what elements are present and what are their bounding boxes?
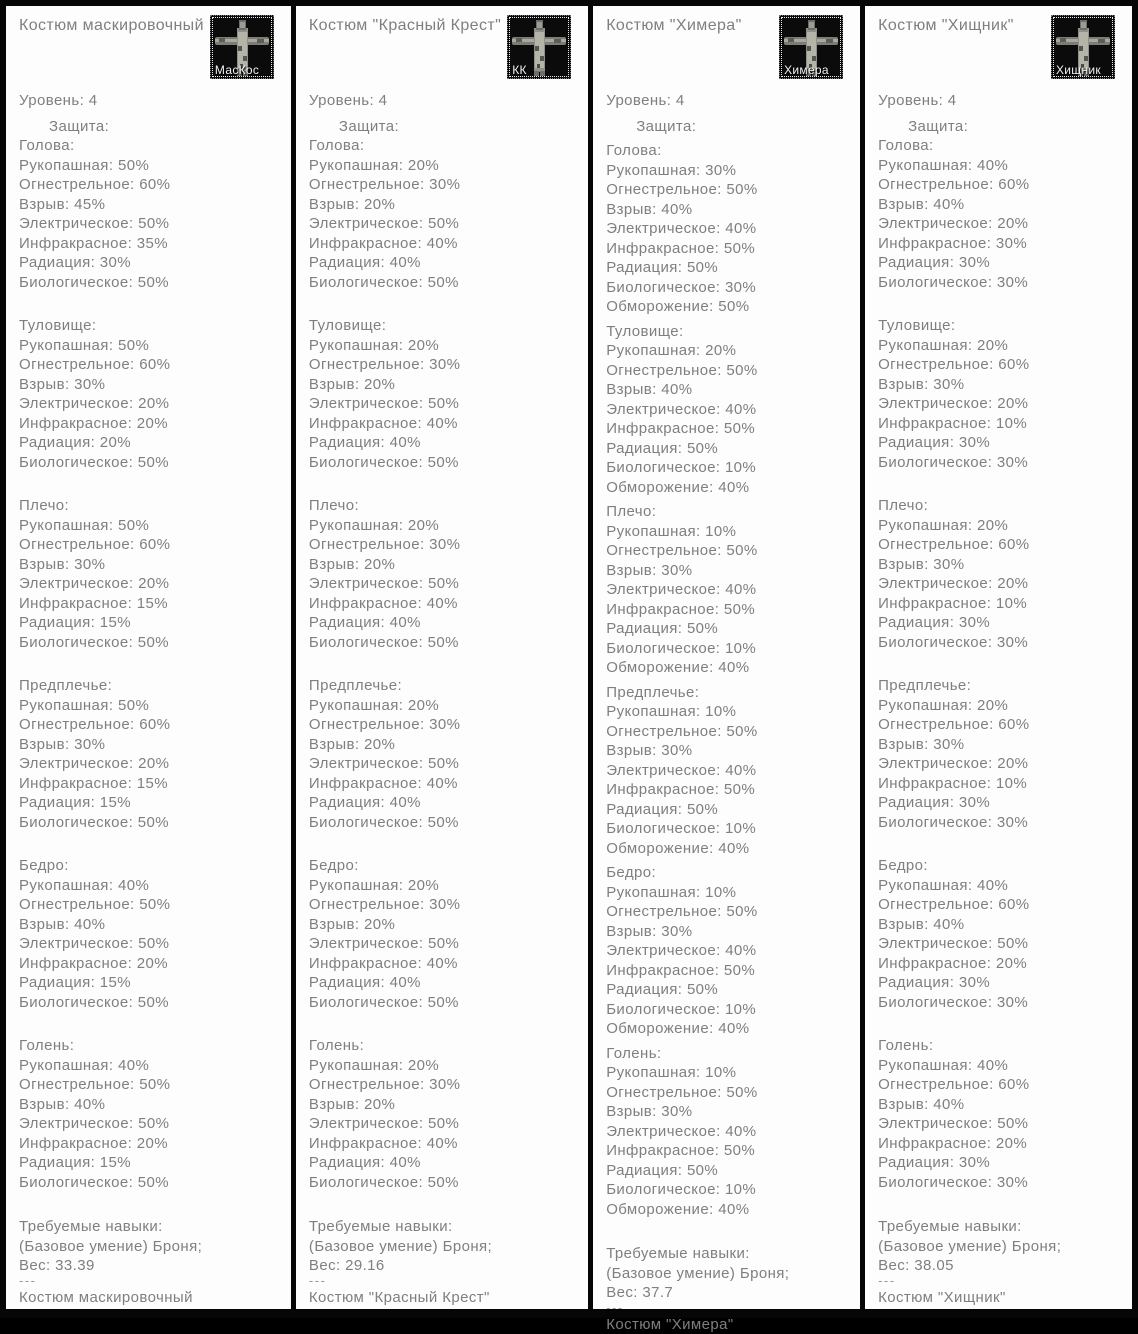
stat-line: Огнестрельное: 30% — [309, 355, 584, 375]
stat-line: Электрическое: 40% — [606, 761, 856, 781]
stat-line: Радиация: 15% — [19, 973, 287, 993]
body-part-section — [878, 496, 1128, 652]
section-title: Туловище: — [309, 316, 584, 336]
section-title: Туловище: — [606, 322, 856, 342]
section-title: Плечо: — [19, 496, 287, 516]
stat-line: Инфракрасное: 15% — [19, 774, 287, 794]
section-title: Плечо: — [606, 502, 856, 522]
item-icon-label: МасКос — [215, 63, 259, 77]
protection-sections — [606, 141, 856, 1219]
body-part-section — [309, 676, 584, 832]
stat-line: Электрическое: 50% — [878, 1114, 1128, 1134]
red-cross-suit-icon[interactable] — [507, 15, 571, 79]
level-text: Уровень: 4 — [878, 91, 1128, 111]
stat-line: Электрическое: 20% — [878, 574, 1128, 594]
stat-line: Электрическое: 50% — [309, 754, 584, 774]
stat-line: Биологическое: 10% — [606, 1180, 856, 1200]
stat-line: Электрическое: 50% — [309, 934, 584, 954]
suit-panel-header — [309, 12, 584, 79]
stat-line: Взрыв: 20% — [309, 375, 584, 395]
stat-line: Взрыв: 40% — [606, 380, 856, 400]
required-skills-label: Требуемые навыки: — [878, 1217, 1128, 1237]
stat-line: Рукопашная: 20% — [309, 336, 584, 356]
stat-line: Биологическое: 50% — [309, 993, 584, 1013]
protection-label: Защита: — [19, 117, 287, 137]
stat-line: Биологическое: 50% — [309, 813, 584, 833]
item-icon-label: Хищник — [1056, 63, 1101, 77]
stat-line: Радиация: 20% — [19, 433, 287, 453]
body-part-section — [19, 316, 287, 472]
body-part-section — [878, 136, 1128, 292]
stat-line: Радиация: 30% — [878, 973, 1128, 993]
stat-line: Рукопашная: 10% — [606, 702, 856, 722]
stat-line: Биологическое: 10% — [606, 1000, 856, 1020]
stat-line: Огнестрельное: 50% — [606, 902, 856, 922]
stat-line: Инфракрасное: 20% — [878, 1134, 1128, 1154]
stat-line: Электрическое: 20% — [878, 394, 1128, 414]
protection-sections — [309, 136, 584, 1192]
stat-line: Биологическое: 10% — [606, 639, 856, 659]
section-title: Туловище: — [878, 316, 1128, 336]
stat-line: Рукопашная: 10% — [606, 883, 856, 903]
footer-suit-name: Костюм маскировочный — [19, 1288, 287, 1308]
body-part-section — [309, 136, 584, 292]
suit-title: Костюм "Химера" — [606, 16, 741, 36]
stat-line: Инфракрасное: 10% — [878, 414, 1128, 434]
stat-line: Биологическое: 50% — [19, 633, 287, 653]
stat-line: Инфракрасное: 40% — [309, 954, 584, 974]
stat-line: Взрыв: 45% — [19, 195, 287, 215]
stat-line: Обморожение: 50% — [606, 297, 856, 317]
stat-line: Огнестрельное: 60% — [19, 355, 287, 375]
protection-sections — [878, 136, 1128, 1192]
required-skills-value: (Базовое умение) Броня; — [309, 1237, 584, 1257]
stat-line: Взрыв: 40% — [878, 915, 1128, 935]
stat-line: Радиация: 30% — [878, 433, 1128, 453]
separator-dashes: --- — [878, 1276, 1128, 1285]
stat-line: Инфракрасное: 20% — [19, 1134, 287, 1154]
suit-title: Костюм "Красный Крест" — [309, 16, 501, 36]
section-title: Голова: — [878, 136, 1128, 156]
stat-line: Радиация: 40% — [309, 613, 584, 633]
required-skills-label: Требуемые навыки: — [309, 1217, 584, 1237]
stat-line: Обморожение: 40% — [606, 658, 856, 678]
stat-line: Радиация: 40% — [309, 793, 584, 813]
required-skills-value: (Базовое умение) Броня; — [19, 1237, 287, 1257]
stat-line: Огнестрельное: 30% — [309, 715, 584, 735]
body-part-section — [19, 136, 287, 292]
stat-line: Электрическое: 20% — [19, 754, 287, 774]
footer-suit-name: Костюм "Химера" — [606, 1315, 856, 1334]
body-part-section — [19, 496, 287, 652]
stat-line: Биологическое: 10% — [606, 819, 856, 839]
stat-line: Радиация: 15% — [19, 613, 287, 633]
footer-block — [878, 1217, 1128, 1307]
stat-line: Взрыв: 40% — [606, 200, 856, 220]
stat-line: Взрыв: 30% — [606, 741, 856, 761]
stat-line: Рукопашная: 30% — [606, 161, 856, 181]
stat-line: Рукопашная: 40% — [19, 1056, 287, 1076]
body-part-section — [19, 676, 287, 832]
required-skills-value: (Базовое умение) Броня; — [878, 1237, 1128, 1257]
stat-line: Рукопашная: 20% — [309, 516, 584, 536]
stat-line: Инфракрасное: 50% — [606, 239, 856, 259]
body-part-section — [606, 141, 856, 317]
stat-line: Взрыв: 40% — [878, 195, 1128, 215]
section-title: Предплечье: — [606, 683, 856, 703]
protection-sections — [19, 136, 287, 1192]
stat-line: Рукопашная: 40% — [19, 876, 287, 896]
stat-line: Инфракрасное: 40% — [309, 1134, 584, 1154]
suit-panel — [296, 6, 593, 1309]
stat-line: Огнестрельное: 60% — [878, 355, 1128, 375]
stat-line: Огнестрельное: 50% — [606, 180, 856, 200]
stat-line: Биологическое: 50% — [309, 633, 584, 653]
stat-line: Огнестрельное: 60% — [878, 715, 1128, 735]
suit-title: Костюм маскировочный — [19, 16, 204, 36]
body-part-section — [606, 683, 856, 859]
stat-line: Инфракрасное: 40% — [309, 414, 584, 434]
body-part-section — [309, 496, 584, 652]
stat-line: Взрыв: 30% — [19, 735, 287, 755]
stat-line: Радиация: 40% — [309, 433, 584, 453]
stat-line: Радиация: 50% — [606, 619, 856, 639]
section-title: Бедро: — [606, 863, 856, 883]
stat-line: Биологическое: 50% — [309, 453, 584, 473]
stat-line: Инфракрасное: 40% — [309, 774, 584, 794]
body-part-section — [878, 856, 1128, 1012]
stat-line: Рукопашная: 20% — [309, 696, 584, 716]
level-text: Уровень: 4 — [309, 91, 584, 111]
section-title: Предплечье: — [19, 676, 287, 696]
stat-line: Инфракрасное: 50% — [606, 961, 856, 981]
suit-panel-header — [878, 12, 1128, 79]
stat-line: Инфракрасное: 50% — [606, 1141, 856, 1161]
section-title: Голень: — [19, 1036, 287, 1056]
level-text: Уровень: 4 — [19, 91, 287, 111]
level-text: Уровень: 4 — [606, 91, 856, 111]
stat-line: Взрыв: 20% — [309, 555, 584, 575]
suit-panel — [6, 6, 296, 1309]
stat-line: Огнестрельное: 30% — [309, 895, 584, 915]
weight-text: Вес: 29.16 — [309, 1256, 584, 1276]
stat-line: Радиация: 30% — [19, 253, 287, 273]
stat-line: Радиация: 50% — [606, 980, 856, 1000]
stat-line: Рукопашная: 20% — [878, 696, 1128, 716]
stat-line: Электрическое: 50% — [309, 574, 584, 594]
separator-dashes: --- — [19, 1276, 287, 1285]
stat-line: Электрическое: 50% — [878, 934, 1128, 954]
stat-line: Инфракрасное: 15% — [19, 594, 287, 614]
section-title: Голень: — [309, 1036, 584, 1056]
body-part-section — [309, 316, 584, 472]
body-part-section — [19, 1036, 287, 1192]
stat-line: Взрыв: 30% — [19, 555, 287, 575]
section-title: Предплечье: — [309, 676, 584, 696]
body-part-section — [309, 856, 584, 1012]
stat-line: Обморожение: 40% — [606, 839, 856, 859]
stat-line: Биологическое: 10% — [606, 458, 856, 478]
stat-line: Огнестрельное: 50% — [606, 541, 856, 561]
body-part-section — [19, 856, 287, 1012]
stat-line: Электрическое: 50% — [19, 1114, 287, 1134]
stat-line: Рукопашная: 50% — [19, 336, 287, 356]
stat-line: Радиация: 15% — [19, 1153, 287, 1173]
stat-line: Электрическое: 50% — [309, 394, 584, 414]
stat-line: Огнестрельное: 60% — [878, 535, 1128, 555]
stat-line: Взрыв: 20% — [309, 915, 584, 935]
body-part-section — [878, 676, 1128, 832]
stat-line: Рукопашная: 40% — [878, 876, 1128, 896]
stat-line: Взрыв: 30% — [606, 922, 856, 942]
stat-line: Рукопашная: 20% — [606, 341, 856, 361]
stat-line: Взрыв: 30% — [878, 735, 1128, 755]
stat-line: Электрическое: 20% — [878, 754, 1128, 774]
stat-line: Радиация: 50% — [606, 439, 856, 459]
stat-line: Радиация: 15% — [19, 793, 287, 813]
stat-line: Биологическое: 30% — [878, 453, 1128, 473]
stat-line: Биологическое: 50% — [19, 273, 287, 293]
separator-dashes: --- — [309, 1276, 584, 1285]
footer-block — [19, 1217, 287, 1307]
section-title: Голень: — [606, 1044, 856, 1064]
section-title: Предплечье: — [878, 676, 1128, 696]
stat-line: Огнестрельное: 60% — [19, 175, 287, 195]
stat-line: Электрическое: 40% — [606, 580, 856, 600]
stat-line: Обморожение: 40% — [606, 1200, 856, 1220]
stat-line: Радиация: 30% — [878, 1153, 1128, 1173]
stat-line: Взрыв: 40% — [878, 1095, 1128, 1115]
predator-suit-icon[interactable] — [1051, 15, 1115, 79]
stat-line: Биологическое: 30% — [878, 633, 1128, 653]
suit-title: Костюм "Хищник" — [878, 16, 1014, 36]
stat-line: Биологическое: 50% — [309, 1173, 584, 1193]
stat-line: Электрическое: 40% — [606, 219, 856, 239]
stat-line: Рукопашная: 20% — [878, 336, 1128, 356]
body-part-section — [606, 863, 856, 1039]
stat-line: Инфракрасное: 40% — [309, 594, 584, 614]
stat-line: Инфракрасное: 30% — [878, 234, 1128, 254]
stat-line: Рукопашная: 10% — [606, 1063, 856, 1083]
stat-line: Взрыв: 30% — [878, 555, 1128, 575]
suit-panel-header — [606, 12, 856, 79]
stat-line: Электрическое: 40% — [606, 941, 856, 961]
stat-line: Рукопашная: 10% — [606, 522, 856, 542]
stat-line: Биологическое: 30% — [878, 993, 1128, 1013]
footer-suit-name: Костюм "Красный Крест" — [309, 1288, 584, 1308]
stat-line: Инфракрасное: 20% — [19, 414, 287, 434]
stat-line: Рукопашная: 40% — [878, 156, 1128, 176]
section-title: Голова: — [19, 136, 287, 156]
required-skills-label: Требуемые навыки: — [606, 1244, 856, 1264]
body-part-section — [606, 1044, 856, 1220]
stat-line: Инфракрасное: 50% — [606, 419, 856, 439]
stat-line: Взрыв: 40% — [19, 1095, 287, 1115]
stat-line: Взрыв: 30% — [19, 375, 287, 395]
stat-line: Биологическое: 50% — [19, 813, 287, 833]
stat-line: Радиация: 30% — [878, 613, 1128, 633]
stat-line: Огнестрельное: 50% — [606, 1083, 856, 1103]
stat-line: Рукопашная: 20% — [878, 516, 1128, 536]
stat-line: Инфракрасное: 35% — [19, 234, 287, 254]
protection-label: Защита: — [878, 117, 1128, 137]
stat-line: Биологическое: 50% — [19, 1173, 287, 1193]
stat-line: Радиация: 30% — [878, 253, 1128, 273]
stat-line: Биологическое: 50% — [19, 993, 287, 1013]
stat-line: Электрическое: 20% — [878, 214, 1128, 234]
stat-line: Обморожение: 40% — [606, 1019, 856, 1039]
stat-line: Биологическое: 30% — [878, 1173, 1128, 1193]
chimera-suit-icon[interactable] — [779, 15, 843, 79]
footer-block — [309, 1217, 584, 1307]
stat-line: Электрическое: 50% — [19, 214, 287, 234]
stat-line: Рукопашная: 20% — [309, 876, 584, 896]
protection-label: Защита: — [606, 117, 856, 137]
section-title: Туловище: — [19, 316, 287, 336]
body-part-section — [878, 316, 1128, 472]
stat-line: Инфракрасное: 20% — [19, 954, 287, 974]
weight-text: Вес: 38.05 — [878, 1256, 1128, 1276]
stat-line: Инфракрасное: 10% — [878, 594, 1128, 614]
stat-line: Биологическое: 30% — [878, 273, 1128, 293]
stat-line: Биологическое: 30% — [606, 278, 856, 298]
stat-line: Взрыв: 30% — [606, 561, 856, 581]
section-title: Голова: — [309, 136, 584, 156]
stat-line: Радиация: 30% — [878, 793, 1128, 813]
footer-block — [606, 1244, 856, 1334]
stat-line: Биологическое: 30% — [878, 813, 1128, 833]
separator-dashes: --- — [606, 1303, 856, 1312]
suit-panel-header — [19, 12, 287, 79]
suit-panel — [865, 6, 1132, 1309]
stat-line: Рукопашная: 40% — [878, 1056, 1128, 1076]
stat-line: Электрическое: 50% — [309, 214, 584, 234]
section-title: Плечо: — [878, 496, 1128, 516]
stat-line: Радиация: 40% — [309, 973, 584, 993]
required-skills-value: (Базовое умение) Броня; — [606, 1264, 856, 1284]
stat-line: Электрическое: 50% — [19, 934, 287, 954]
stat-line: Радиация: 40% — [309, 253, 584, 273]
stat-line: Радиация: 50% — [606, 258, 856, 278]
stat-line: Электрическое: 50% — [309, 1114, 584, 1134]
stat-line: Инфракрасное: 50% — [606, 780, 856, 800]
weight-text: Вес: 33.39 — [19, 1256, 287, 1276]
section-title: Голень: — [878, 1036, 1128, 1056]
item-icon-label: Химера — [784, 63, 829, 77]
stat-line: Взрыв: 30% — [878, 375, 1128, 395]
body-part-section — [606, 322, 856, 498]
stat-line: Рукопашная: 50% — [19, 696, 287, 716]
stat-line: Обморожение: 40% — [606, 478, 856, 498]
stat-line: Огнестрельное: 60% — [19, 535, 287, 555]
stat-line: Инфракрасное: 20% — [878, 954, 1128, 974]
stat-line: Огнестрельное: 60% — [19, 715, 287, 735]
stat-line: Огнестрельное: 30% — [309, 175, 584, 195]
item-icon-label: КК — [512, 63, 527, 77]
stat-line: Огнестрельное: 50% — [19, 895, 287, 915]
stat-line: Огнестрельное: 60% — [878, 895, 1128, 915]
stat-line: Радиация: 40% — [309, 1153, 584, 1173]
section-title: Бедро: — [309, 856, 584, 876]
stat-line: Взрыв: 20% — [309, 735, 584, 755]
stat-line: Радиация: 50% — [606, 800, 856, 820]
stat-line: Инфракрасное: 10% — [878, 774, 1128, 794]
stat-line: Взрыв: 40% — [19, 915, 287, 935]
stat-line: Огнестрельное: 60% — [878, 175, 1128, 195]
stat-line: Электрическое: 20% — [19, 574, 287, 594]
stat-line: Огнестрельное: 50% — [19, 1075, 287, 1095]
stat-line: Рукопашная: 20% — [309, 156, 584, 176]
stat-line: Инфракрасное: 50% — [606, 600, 856, 620]
weight-text: Вес: 37.7 — [606, 1283, 856, 1303]
section-title: Бедро: — [19, 856, 287, 876]
stat-line: Рукопашная: 20% — [309, 1056, 584, 1076]
section-title: Плечо: — [309, 496, 584, 516]
stat-line: Рукопашная: 50% — [19, 156, 287, 176]
stat-line: Огнестрельное: 50% — [606, 361, 856, 381]
camouflage-suit-icon[interactable] — [210, 15, 274, 79]
section-title: Голова: — [606, 141, 856, 161]
stat-line: Радиация: 50% — [606, 1161, 856, 1181]
body-part-section — [878, 1036, 1128, 1192]
stat-line: Взрыв: 30% — [606, 1102, 856, 1122]
section-title: Бедро: — [878, 856, 1128, 876]
stat-line: Огнестрельное: 60% — [878, 1075, 1128, 1095]
stat-line: Биологическое: 50% — [309, 273, 584, 293]
body-part-section — [606, 502, 856, 678]
stat-line: Взрыв: 20% — [309, 195, 584, 215]
body-part-section — [309, 1036, 584, 1192]
stat-line: Электрическое: 40% — [606, 1122, 856, 1142]
stat-line: Рукопашная: 50% — [19, 516, 287, 536]
stat-line: Огнестрельное: 30% — [309, 535, 584, 555]
stat-line: Инфракрасное: 40% — [309, 234, 584, 254]
footer-suit-name: Костюм "Хищник" — [878, 1288, 1128, 1308]
protection-label: Защита: — [309, 117, 584, 137]
stat-line: Электрическое: 20% — [19, 394, 287, 414]
suit-panel — [593, 6, 865, 1309]
required-skills-label: Требуемые навыки: — [19, 1217, 287, 1237]
stat-line: Взрыв: 20% — [309, 1095, 584, 1115]
stat-line: Огнестрельное: 30% — [309, 1075, 584, 1095]
stat-line: Огнестрельное: 50% — [606, 722, 856, 742]
stat-line: Электрическое: 40% — [606, 400, 856, 420]
stat-line: Биологическое: 50% — [19, 453, 287, 473]
